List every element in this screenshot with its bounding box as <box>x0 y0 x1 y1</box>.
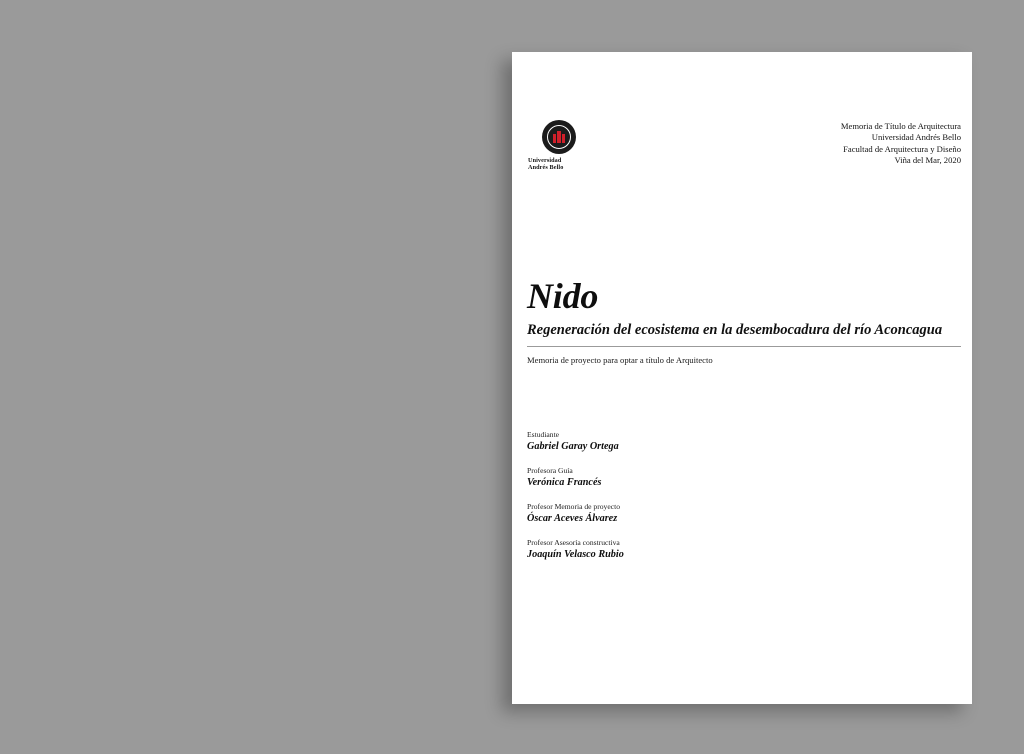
page-content <box>512 52 972 704</box>
credit-item <box>527 466 827 489</box>
header-line-2: Universidad Andrés Bello <box>871 132 961 143</box>
page-subtitle: Regeneración del ecosistema en la desembocadura del río Aconcagua <box>527 322 943 338</box>
header-institution-block <box>841 120 961 167</box>
logo-text-line-1: Universidad <box>528 157 562 164</box>
credit-item <box>527 502 827 525</box>
page-title: Nido <box>527 276 599 316</box>
credit-role: Profesora Guía <box>527 466 573 476</box>
header-line-3: Facultad de Arquitectura y Diseño <box>843 143 961 154</box>
document-page <box>512 52 972 704</box>
credit-item <box>527 538 827 561</box>
title-divider <box>527 346 961 347</box>
header-line-4: Viña del Mar, 2020 <box>894 155 961 166</box>
uab-circular-logo-icon <box>542 120 576 154</box>
credit-item <box>527 430 827 453</box>
credits-list <box>527 430 827 561</box>
credit-name: Gabriel Garay Ortega <box>527 441 619 453</box>
credit-role: Profesor Asesoría constructiva <box>527 538 620 548</box>
credit-name: Verónica Francés <box>527 477 602 489</box>
credit-role: Estudiante <box>527 430 560 439</box>
title-block <box>527 277 961 366</box>
header-line-1: Memoria de Título de Arquitectura <box>840 121 961 131</box>
credit-name: Óscar Aceves Álvarez <box>527 513 618 525</box>
university-logo <box>528 120 590 172</box>
page-header <box>527 120 961 172</box>
logo-bars-icon <box>553 131 566 143</box>
document-note: Memoria de proyecto para optar a título de Arquitecto <box>527 355 713 365</box>
credit-role: Profesor Memoria de proyecto <box>527 502 620 512</box>
university-logo-text <box>528 157 590 172</box>
credit-name: Joaquín Velasco Rubio <box>527 549 624 561</box>
logo-text-line-2: Andrés Bello <box>528 164 564 172</box>
